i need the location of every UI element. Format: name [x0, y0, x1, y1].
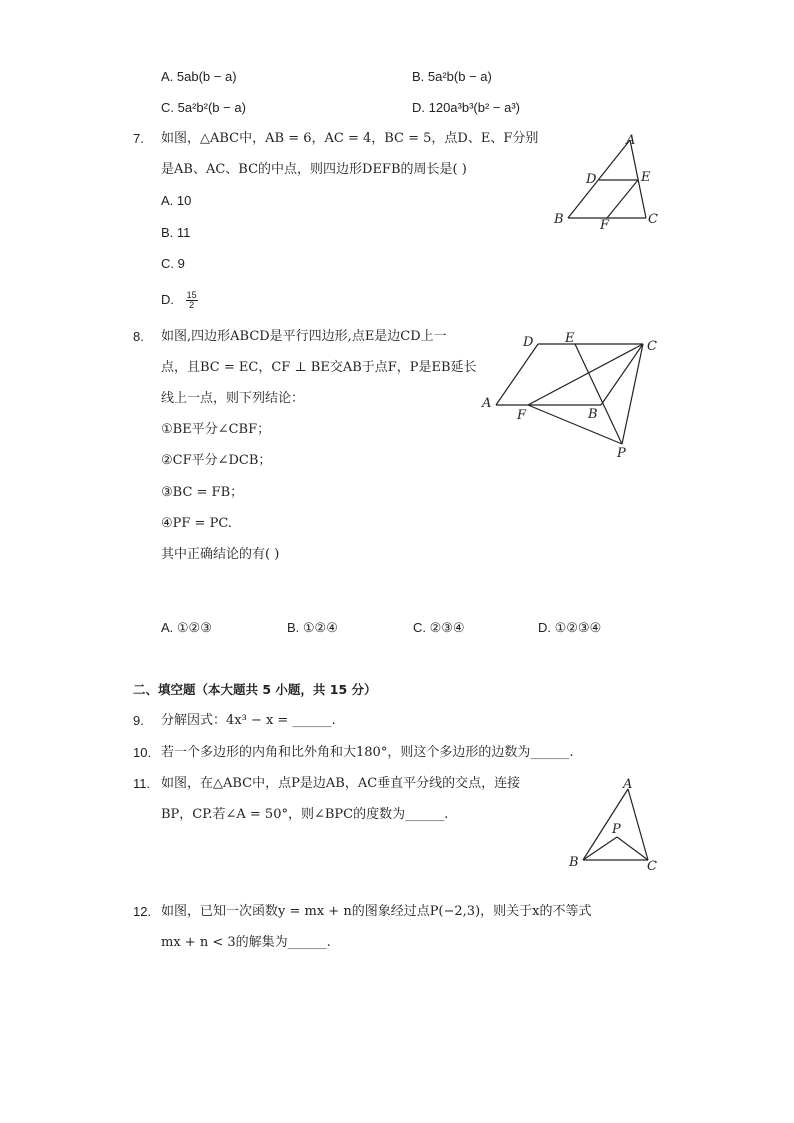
q7-number: 7.	[133, 131, 144, 146]
q7-label-b: B	[554, 212, 564, 227]
q8-option-d: D. ①②③④	[538, 620, 602, 635]
q7-segment-ab	[568, 140, 630, 218]
q10-text: 若一个多边形的内角和比外角和大180°，则这个多边形的边数为______.	[161, 745, 574, 760]
q7-label-e: E	[641, 170, 651, 185]
q11-segment-cp	[617, 837, 648, 860]
q7-option-c: C. 9	[161, 256, 185, 271]
q11-label-a: A	[623, 777, 633, 792]
q6-option-c: C. 5a²b²(b − a)	[161, 100, 246, 115]
q7-option-a: A. 10	[161, 193, 192, 208]
q6-option-b: B. 5a²b(b − a)	[412, 69, 492, 84]
q9-number: 9.	[133, 713, 144, 728]
q7-option-b: B. 11	[161, 225, 191, 240]
q11-label-c: C	[647, 859, 657, 874]
q8-conclusion-2: ②CF平分∠DCB；	[161, 453, 272, 468]
q7-label-c: C	[648, 212, 658, 227]
q11-segment-ab	[583, 789, 628, 860]
q11-label-p: P	[612, 822, 621, 837]
q7-label-a: A	[626, 133, 636, 148]
q7-triangle-figure	[550, 128, 665, 233]
q11-line2: BP，CP.若∠A = 50°，则∠BPC的度数为______.	[161, 807, 449, 822]
q8-label-a: A	[482, 396, 492, 411]
q12-line2: mx + n < 3的解集为______.	[161, 935, 331, 950]
q8-segment-fp	[528, 405, 622, 444]
q11-line1: 如图，在△ABC中，点P是边AB，AC垂直平分线的交点，连接	[161, 776, 521, 791]
q7-option-d	[161, 290, 198, 310]
q7-option-d-fraction	[186, 291, 198, 310]
q8-number: 8.	[133, 329, 144, 344]
section-2-title: 二、填空题（本大题共 5 小题，共 15 分）	[133, 682, 377, 697]
q8-line3: 线上一点，则下列结论：	[161, 391, 305, 406]
q8-option-a: A. ①②③	[161, 620, 212, 635]
q10-number: 10.	[133, 745, 152, 760]
q8-segment-cf	[528, 344, 643, 405]
q11-label-b: B	[569, 855, 579, 870]
q6-option-d: D. 120a³b³(b² − a³)	[412, 100, 521, 115]
q8-parallelogram-figure	[478, 328, 668, 463]
q11-segment-ac	[628, 789, 648, 860]
q8-option-c: C. ②③④	[413, 620, 465, 635]
q8-question: 其中正确结论的有( )	[161, 547, 280, 562]
q8-option-b: B. ①②④	[287, 620, 338, 635]
q8-segment-da	[496, 344, 538, 405]
q11-segment-bp	[583, 837, 617, 860]
q7-label-f: F	[600, 218, 610, 233]
q7-line2: 是AB、AC、BC的中点，则四边形DEFB的周长是( )	[161, 162, 467, 177]
q11-triangle-figure	[565, 775, 665, 875]
q8-label-d: D	[523, 335, 534, 350]
q11-number: 11.	[133, 776, 151, 791]
q8-line2: 点，且BC = EC，CF ⊥ BE交AB于点F，P是EB延长	[161, 360, 477, 375]
q8-label-p: P	[617, 446, 626, 461]
q8-label-c: C	[647, 339, 657, 354]
q7-option-d-numerator: 15	[186, 290, 197, 301]
q8-conclusion-4: ④PF = PC.	[161, 516, 232, 531]
q12-line1: 如图，已知一次函数y = mx + n的图象经过点P(−2,3)，则关于x的不等式	[161, 904, 592, 919]
q7-label-d: D	[586, 172, 597, 187]
q9-text: 分解因式：4x³ − x = ______.	[161, 713, 336, 728]
q6-option-a: A. 5ab(b − a)	[161, 69, 237, 84]
q8-conclusion-3: ③BC = FB；	[161, 485, 244, 500]
q12-number: 12.	[133, 904, 152, 919]
q7-option-d-label: D.	[161, 292, 174, 307]
q8-label-f: F	[517, 408, 527, 423]
q8-line1: 如图,四边形ABCD是平行四边形,点E是边CD上一	[161, 329, 447, 344]
q7-option-d-denominator: 2	[189, 300, 195, 311]
q8-label-b: B	[588, 407, 598, 422]
q8-label-e: E	[565, 331, 575, 346]
q8-conclusion-1: ①BE平分∠CBF；	[161, 422, 271, 437]
q7-line1: 如图，△ABC中，AB = 6，AC = 4，BC = 5，点D、E、F分别	[161, 131, 539, 146]
q7-segment-ef	[607, 180, 638, 218]
